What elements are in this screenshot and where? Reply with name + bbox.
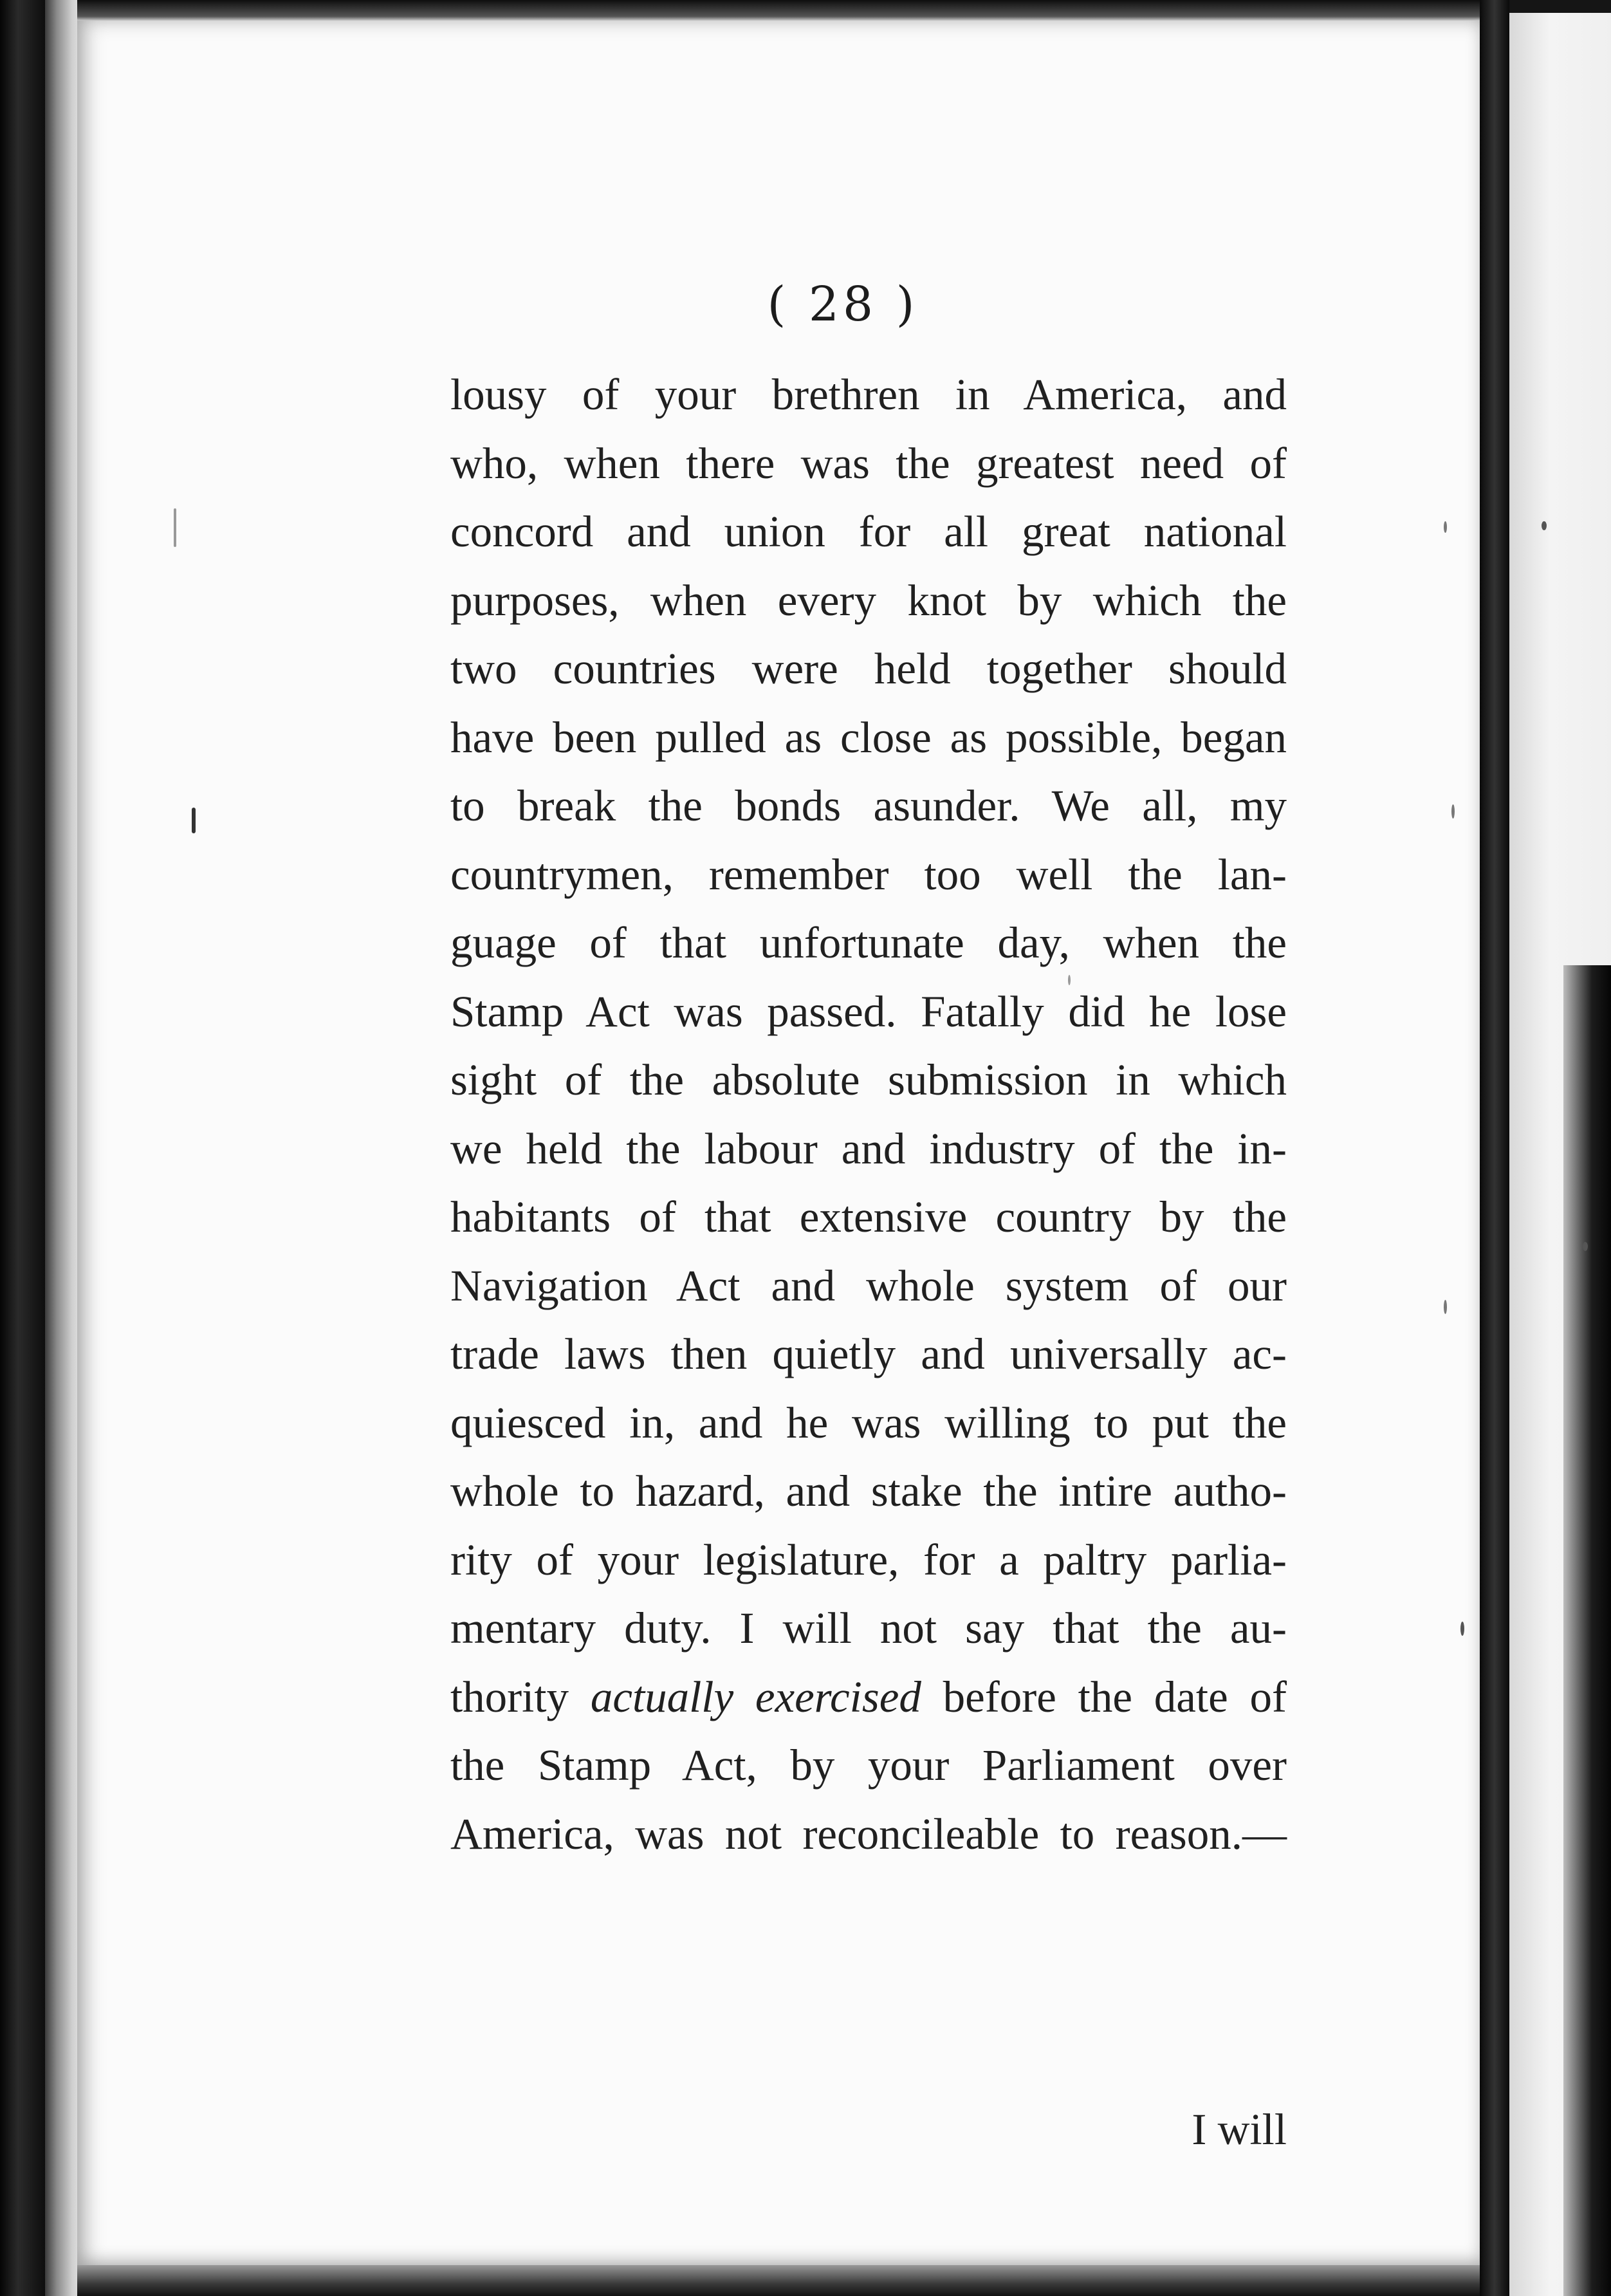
text-line: concord and union for all great national bbox=[450, 507, 1287, 556]
text-line-with-italic bbox=[450, 1663, 1287, 1732]
ink-speck bbox=[1542, 521, 1547, 530]
ink-speck bbox=[1444, 521, 1447, 533]
text-segment: before the date of bbox=[943, 1672, 1287, 1721]
next-leaf-shadow bbox=[1563, 965, 1611, 2296]
page-number: ( 28 ) bbox=[767, 277, 919, 332]
gutter-shadow bbox=[1480, 0, 1509, 2296]
text-line: guage of that unfortunate day, when the bbox=[450, 918, 1287, 967]
text-line: quiesced in, and he was willing to put the bbox=[450, 1398, 1287, 1447]
text-line: America, was not reconcileable to reason.— bbox=[450, 1809, 1287, 1858]
text-line: sight of the absolute submission in which bbox=[450, 1055, 1287, 1104]
text-line: habitants of that extensive country by the bbox=[450, 1192, 1287, 1241]
text-line: lousy of your brethren in America, and bbox=[450, 370, 1287, 419]
text-line: mentary duty. I will not say that the au- bbox=[450, 1604, 1287, 1653]
text-line: to break the bonds asunder. We all, my bbox=[450, 781, 1287, 830]
text-line: Stamp Act was passed. Fatally did he lose bbox=[450, 986, 1287, 1036]
text-line: purposes, when every knot by which the bbox=[450, 575, 1287, 625]
catchword: I will bbox=[1192, 2105, 1287, 2154]
italic-phrase: actually exercised bbox=[590, 1672, 921, 1721]
text-line: the Stamp Act, by your Parliament over bbox=[450, 1741, 1287, 1790]
ink-speck bbox=[1583, 1242, 1588, 1251]
ink-speck bbox=[1444, 1300, 1447, 1314]
binding-edge bbox=[0, 0, 45, 2296]
text-line: trade laws then quietly and universally ac- bbox=[450, 1329, 1287, 1378]
text-segment: thority bbox=[450, 1672, 569, 1721]
text-line: who, when there was the greatest need of bbox=[450, 438, 1287, 488]
text-line: have been pulled as close as possible, began bbox=[450, 712, 1287, 762]
text-line: countrymen, remember too well the lan- bbox=[450, 849, 1287, 899]
text-line: we held the labour and industry of the in- bbox=[450, 1124, 1287, 1173]
ink-speck bbox=[1451, 804, 1455, 819]
text-line: whole to hazard, and stake the intire autho- bbox=[450, 1467, 1287, 1515]
ink-speck bbox=[174, 508, 176, 547]
top-edge bbox=[77, 0, 1480, 21]
ink-speck bbox=[1460, 1622, 1464, 1636]
text-line: two countries were held together should bbox=[450, 644, 1287, 693]
bottom-edge bbox=[77, 2265, 1480, 2296]
ink-speck bbox=[192, 808, 196, 833]
body-text bbox=[450, 360, 1287, 1868]
text-line: rity of your legislature, for a paltry parlia- bbox=[450, 1535, 1287, 1584]
text-line: Navigation Act and whole system of our bbox=[450, 1261, 1287, 1310]
